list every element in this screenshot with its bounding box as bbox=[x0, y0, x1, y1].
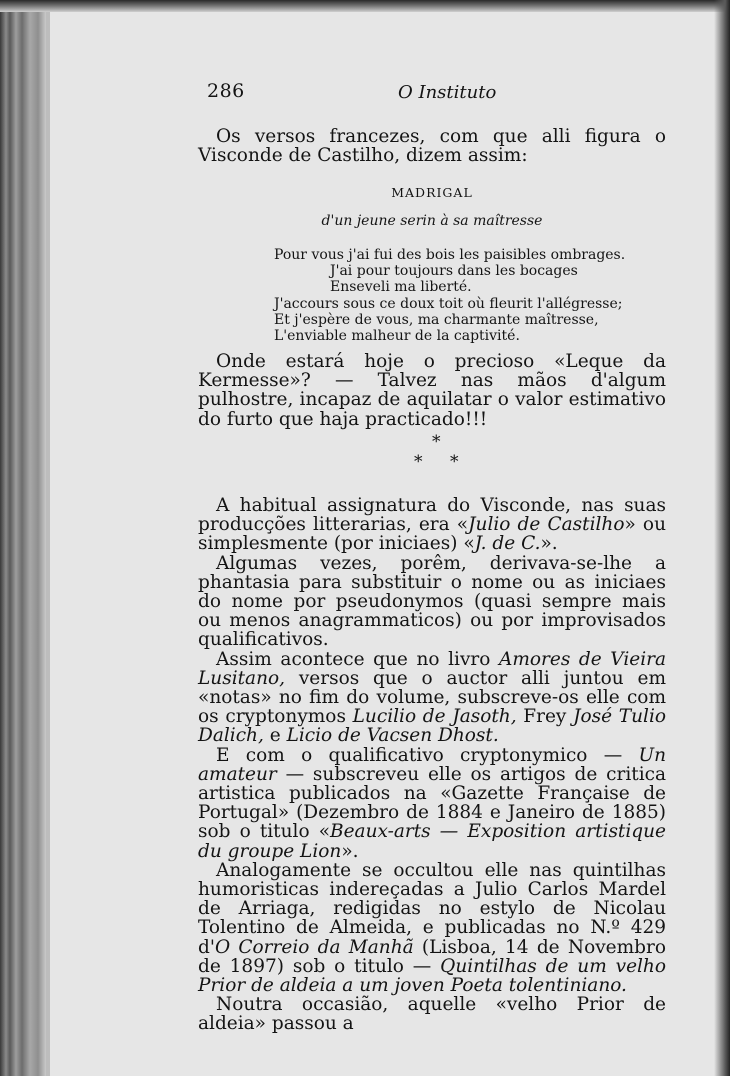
paragraph-quintilhas: Analogamente se occultou elle nas quintilhas humoristicas indereçadas a Julio Carlos Mardel de Arriaga, redigidas no estylo de Nicolau Tolentino de Almeida, e publicadas no N.º 429 d'O Correio da Manhã (Lisboa, 14 de Novembro de 1897) sob o titulo — Quintilhas de um velho Prior de aldeia a um joven Poeta tolentiniano. bbox=[198, 859, 666, 997]
paragraph-signature: A habitual assignatura do Visconde, nas suas producções litterarias, era «Julio de Castilho» ou simplesmente (por iniciaes) «J. de C.». bbox=[198, 495, 666, 555]
poem-subtitle: d'un jeune serin à sa maîtresse bbox=[321, 213, 543, 229]
poem-line: Pour vous j'ai fui des bois les paisibles ombrages. bbox=[274, 247, 626, 263]
poem-line: Enseveli ma liberté. bbox=[330, 279, 472, 296]
poem-line: J'ai pour toujours dans les bocages bbox=[330, 263, 578, 280]
paragraph-vieira-lusitano: Assim acontece que no livro Amores de Vieira Lusitano, versos que o auctor alli juntou em «notas» no fim do volume, subscreve-os elle com os cryptonymos Lucilio de Jasoth, Frey José Tulio Dalich, e Licio de Vacsen Dhost. bbox=[198, 648, 666, 747]
body-text bbox=[198, 496, 666, 1034]
right-scan-shadow bbox=[714, 0, 730, 1076]
paragraph-pseudonyms: Algumas vezes, porêm, derivava-se-lhe a phantasia para substituir o nome ou as iniciaes do nome por pseudonymos (quasi sempre mais ou menos anagrammaticos) ou por improvisados qualificativos. bbox=[198, 552, 666, 651]
book-binding-edge bbox=[0, 0, 46, 1076]
section-asterism bbox=[400, 433, 470, 473]
page-header bbox=[0, 80, 730, 110]
middle-block bbox=[198, 352, 666, 429]
page-number: 286 bbox=[207, 80, 245, 102]
poem-line: J'accours sous ce doux toit où fleurit l'allégresse; bbox=[274, 295, 623, 312]
asterism-star: * bbox=[414, 452, 423, 472]
asterism-star: * bbox=[450, 452, 459, 472]
poem-heading: MADRIGAL bbox=[391, 185, 473, 200]
middle-paragraph: Onde estará hoje o precioso «Leque da Kermesse»? — Talvez nas mãos d'algum pulhostre, incapaz de aquilatar o valor estimativo do furto que haja practicado!!! bbox=[198, 351, 666, 430]
intro-block bbox=[198, 127, 666, 165]
paragraph-prior: Noutra occasião, aquelle «velho Prior de aldeia» passou a bbox=[198, 994, 666, 1035]
poem bbox=[274, 247, 654, 344]
paragraph-un-amateur: E com o qualificativo cryptonymico — Un amateur — subscreveu elle os artigos de critica artistica publicados na «Gazette Française de Portugal» (Dezembro de 1884 e Janeiro de 1885) sob o titulo «Beaux-arts — Exposition artistique du groupe Lion». bbox=[198, 744, 666, 862]
running-title: O Instituto bbox=[398, 82, 497, 103]
page-stack-edge bbox=[46, 0, 50, 1076]
asterism-star: * bbox=[432, 432, 441, 452]
intro-paragraph: Os versos francezes, com que alli figura o Visconde de Castilho, dizem assim: bbox=[198, 126, 666, 167]
top-scan-shadow bbox=[0, 0, 730, 12]
poem-line: L'enviable malheur de la captivité. bbox=[274, 328, 520, 345]
poem-line: Et j'espère de vous, ma charmante maîtresse, bbox=[274, 311, 599, 328]
